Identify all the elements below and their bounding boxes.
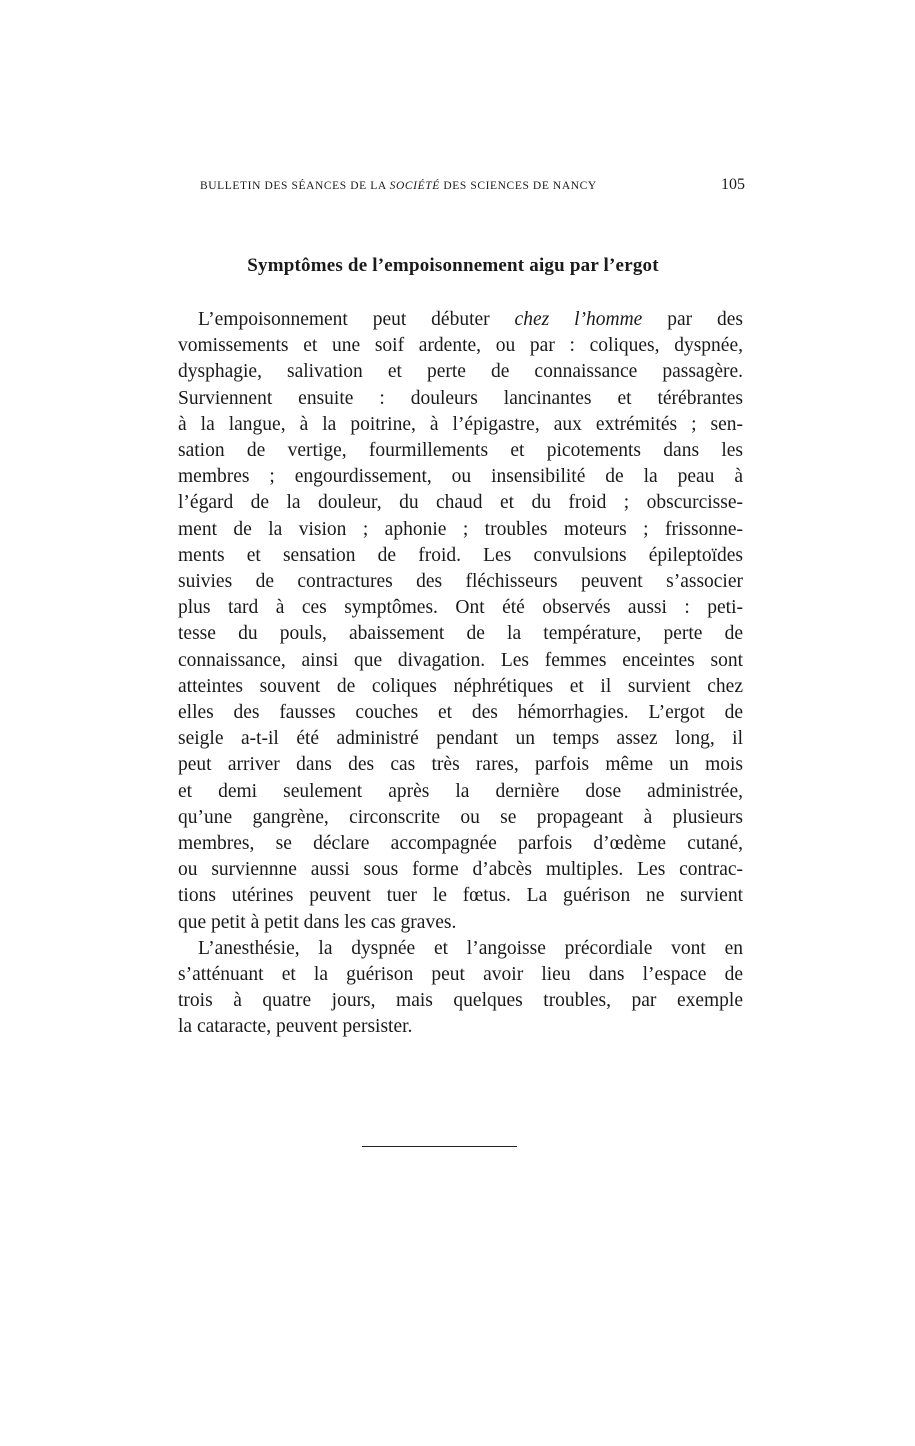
text-line: tions utérines peuvent tuer le fœtus. La guérison ne survient	[178, 885, 743, 907]
text-line: vomissements et une soif ardente, ou par : coliques, dyspnée,	[178, 335, 743, 357]
text-line: ment de la vision ; aphonie ; troubles moteurs ; frissonne-	[178, 518, 743, 540]
section-heading: Symptômes de l’empoisonnement aigu par l’ergot	[247, 255, 659, 276]
text-line: à la langue, à la poitrine, à l’épigastre, aux extrémités ; sen-	[178, 413, 743, 435]
text-span: L’empoisonnement peut débuter	[198, 309, 515, 330]
italic-text: chez l’homme	[514, 309, 643, 330]
text-line: peut arriver dans des cas très rares, parfois même un mois	[178, 754, 743, 776]
text-line: ments et sensation de froid. Les convulsions épileptoïdes	[178, 544, 743, 566]
text-line: plus tard à ces symptômes. Ont été observés aussi : peti-	[178, 597, 743, 619]
text-line: tesse du pouls, abaissement de la température, perte de	[178, 623, 743, 645]
text-line: membres, se déclare accompagnée parfois d’œdème cutané,	[178, 833, 743, 855]
text-line: membres ; engourdissement, ou insensibilité de la peau à	[178, 466, 743, 488]
text-span: par des	[642, 309, 743, 330]
text-line	[158, 307, 743, 333]
paragraph-2	[158, 936, 743, 1041]
text-line: la cataracte, peuvent persister.	[178, 1016, 413, 1038]
running-head-title-italic: SOCIÉTÉ	[389, 180, 440, 192]
running-head-title-part2: DES SCIENCES DE NANCY	[439, 180, 597, 192]
text-line: elles des fausses couches et des hémorrhagies. L’ergot de	[178, 702, 743, 724]
running-head-title	[200, 180, 597, 192]
text-line: dysphagie, salivation et perte de connaissance passagère.	[178, 361, 743, 383]
text-line: que petit à petit dans les cas graves.	[178, 911, 457, 933]
text-line: s’atténuant et la guérison peut avoir lieu dans l’espace de	[178, 964, 743, 986]
closing-rule	[362, 1146, 517, 1147]
text-line: trois à quatre jours, mais quelques troubles, par exemple	[178, 990, 743, 1012]
text-line: ou surviennne aussi sous forme d’abcès multiples. Les contrac-	[178, 859, 743, 881]
running-head-title-part1: BULLETIN DES SÉANCES DE LA	[200, 180, 390, 192]
text-line: l’égard de la douleur, du chaud et du froid ; obscurcisse-	[178, 492, 743, 514]
text-line: et demi seulement après la dernière dose administrée,	[178, 780, 743, 802]
text-line: atteintes souvent de coliques néphrétiques et il survient chez	[178, 675, 743, 697]
paragraph-1	[158, 307, 743, 936]
running-head	[200, 176, 745, 194]
text-line: sation de vertige, fourmillements et picotements dans les	[178, 440, 743, 462]
text-line: L’anesthésie, la dyspnée et l’angoisse précordiale vont en	[198, 937, 743, 959]
text-line: connaissance, ainsi que divagation. Les femmes enceintes sont	[178, 649, 743, 671]
text-line: qu’une gangrène, circonscrite ou se propageant à plusieurs	[178, 806, 743, 828]
text-line: seigle a-t-il été administré pendant un temps assez long, il	[178, 728, 743, 750]
page-number: 105	[721, 176, 745, 193]
text-line: suivies de contractures des fléchisseurs peuvent s’associer	[178, 571, 743, 593]
body-text	[158, 307, 743, 1041]
text-line: Surviennent ensuite : douleurs lancinantes et térébrantes	[178, 387, 743, 409]
